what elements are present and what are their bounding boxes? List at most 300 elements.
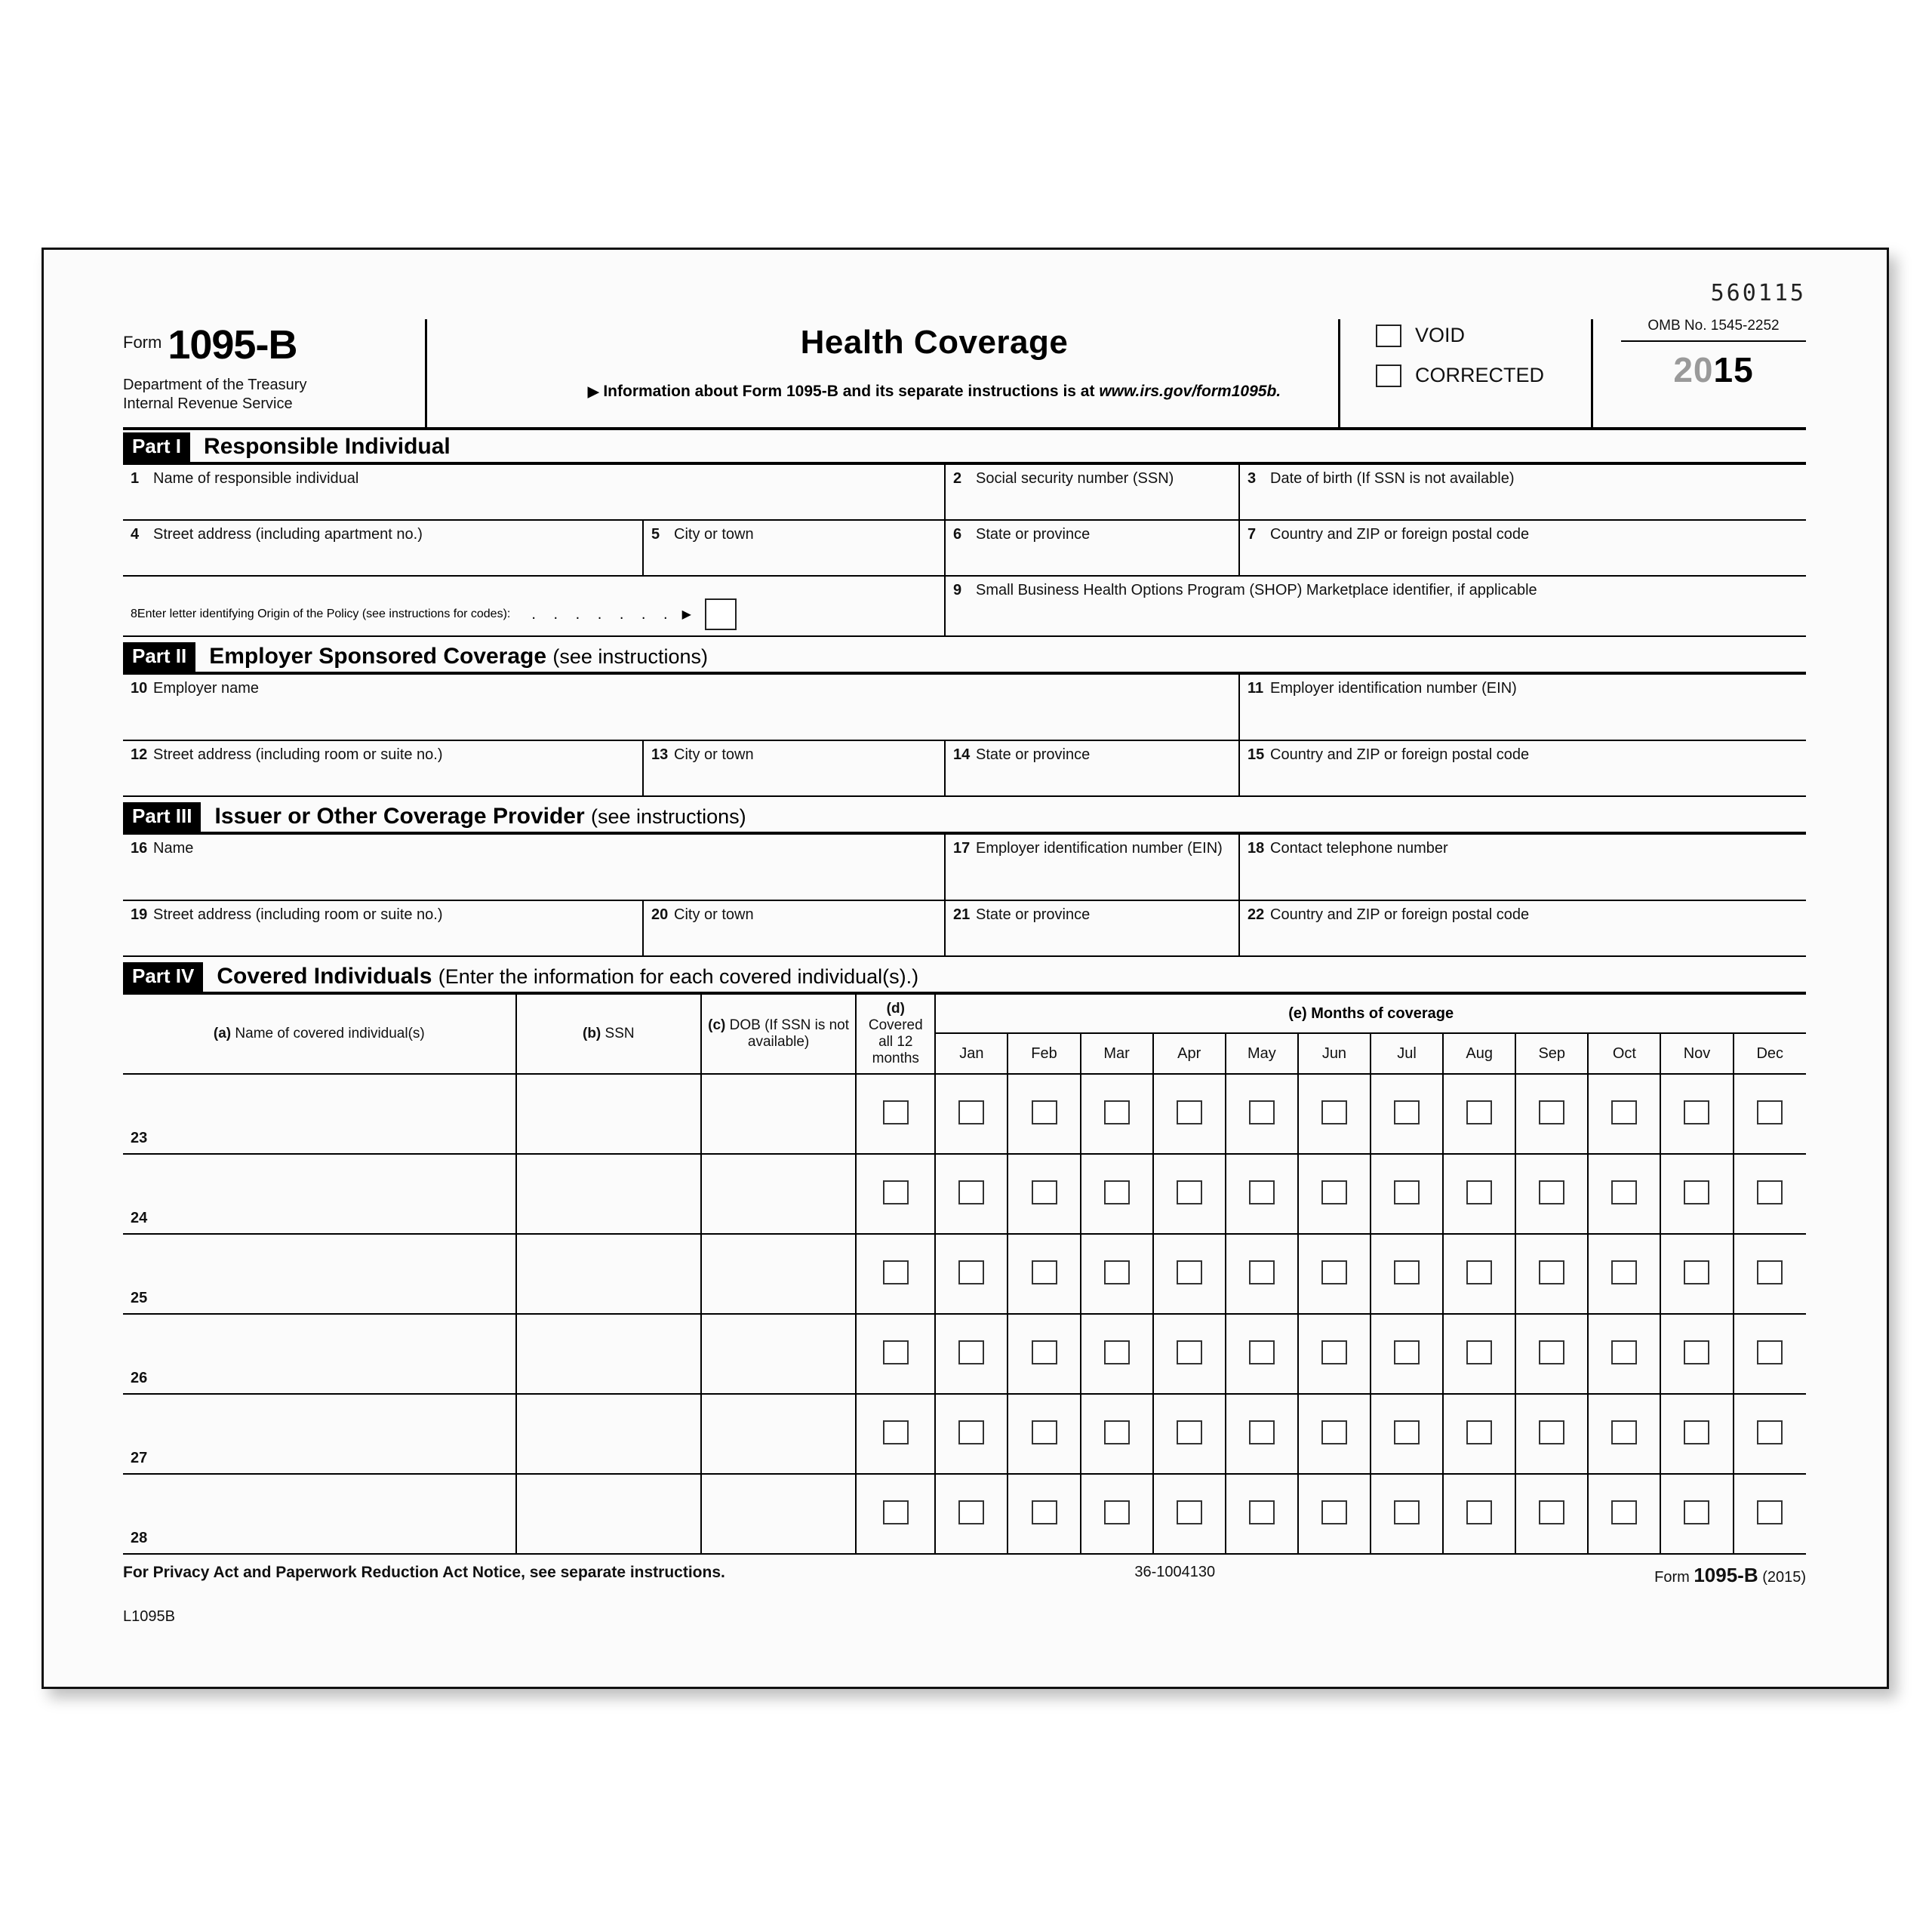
row-24-apr[interactable] bbox=[1153, 1154, 1226, 1234]
column-b-marker: (b) bbox=[583, 1026, 601, 1041]
row-24-nov[interactable] bbox=[1660, 1154, 1733, 1234]
row-number-23: 23 bbox=[123, 1074, 516, 1154]
checkbox[interactable] bbox=[1177, 1180, 1202, 1204]
row-28-dec[interactable] bbox=[1734, 1474, 1806, 1554]
status-checkboxes bbox=[1376, 324, 1602, 404]
tax-year-suffix: 15 bbox=[1713, 350, 1754, 389]
row-24-ssn-cell[interactable] bbox=[516, 1154, 701, 1234]
checkbox[interactable] bbox=[1611, 1260, 1637, 1284]
omb-number: OMB No. 1545-2252 bbox=[1621, 318, 1806, 342]
field-22-label: Country and ZIP or foreign postal code bbox=[1270, 906, 1530, 923]
privacy-notice: For Privacy Act and Paperwork Reduction Act Notice, see separate instructions. bbox=[123, 1564, 725, 1581]
checkbox[interactable] bbox=[1684, 1500, 1709, 1524]
month-header-apr: Apr bbox=[1153, 1033, 1226, 1074]
checkbox[interactable] bbox=[1032, 1420, 1057, 1444]
field-14-number: 14 bbox=[953, 746, 971, 763]
checkbox[interactable] bbox=[958, 1100, 984, 1124]
checkbox[interactable] bbox=[1177, 1100, 1202, 1124]
checkbox[interactable] bbox=[1177, 1260, 1202, 1284]
department-line-1: Department of the Treasury bbox=[123, 377, 307, 393]
month-header-mar: Mar bbox=[1081, 1033, 1153, 1074]
row-23-ssn-cell[interactable] bbox=[516, 1074, 701, 1154]
part-1-row-2 bbox=[123, 521, 1806, 577]
field-15-label: Country and ZIP or foreign postal code bbox=[1270, 746, 1530, 763]
row-24-jun[interactable] bbox=[1298, 1154, 1371, 1234]
field-18[interactable] bbox=[1240, 835, 1806, 900]
part-3-title-text: Issuer or Other Coverage Provider bbox=[214, 804, 585, 829]
field-8[interactable] bbox=[123, 577, 946, 635]
part-3-row-1 bbox=[123, 835, 1806, 901]
field-20-label: City or town bbox=[674, 906, 754, 923]
row-24-dob-cell[interactable] bbox=[701, 1154, 856, 1234]
row-23-sep[interactable] bbox=[1515, 1074, 1588, 1154]
footer-form-word: Form bbox=[1654, 1569, 1690, 1586]
field-14[interactable] bbox=[946, 741, 1240, 795]
row-23-jul[interactable] bbox=[1371, 1074, 1443, 1154]
row-28-apr[interactable] bbox=[1153, 1474, 1226, 1554]
checkbox[interactable] bbox=[1032, 1180, 1057, 1204]
month-header-jun: Jun bbox=[1298, 1033, 1371, 1074]
checkbox[interactable] bbox=[1539, 1420, 1564, 1444]
checkbox[interactable] bbox=[1611, 1500, 1637, 1524]
row-23-mar[interactable] bbox=[1081, 1074, 1153, 1154]
checkbox[interactable] bbox=[1539, 1500, 1564, 1524]
right-arrow-icon: ▶ bbox=[587, 384, 599, 400]
column-a-marker: (a) bbox=[213, 1026, 232, 1041]
checkbox[interactable] bbox=[958, 1260, 984, 1284]
row-27-dob-cell[interactable] bbox=[701, 1394, 856, 1474]
form-identity bbox=[123, 321, 380, 414]
row-27-may[interactable] bbox=[1226, 1394, 1298, 1474]
checkbox[interactable] bbox=[1611, 1340, 1637, 1364]
checkbox[interactable] bbox=[1757, 1500, 1783, 1524]
row-27-aug[interactable] bbox=[1443, 1394, 1515, 1474]
part-1-tag: Part I bbox=[123, 432, 190, 462]
row-24-may[interactable] bbox=[1226, 1154, 1298, 1234]
product-code: L1095B bbox=[123, 1608, 175, 1625]
checkbox[interactable] bbox=[1249, 1500, 1275, 1524]
field-19-number: 19 bbox=[131, 906, 148, 923]
checkbox[interactable] bbox=[1684, 1180, 1709, 1204]
row-26-dec[interactable] bbox=[1734, 1314, 1806, 1394]
checkbox[interactable] bbox=[1249, 1340, 1275, 1364]
serial-number: 560115 bbox=[1710, 280, 1806, 306]
field-22[interactable] bbox=[1240, 901, 1806, 955]
field-17[interactable] bbox=[946, 835, 1240, 900]
checkbox[interactable] bbox=[1032, 1500, 1057, 1524]
row-24-jan[interactable] bbox=[935, 1154, 1008, 1234]
checkbox[interactable] bbox=[1466, 1180, 1492, 1204]
field-4-number: 4 bbox=[131, 526, 140, 543]
row-23-apr[interactable] bbox=[1153, 1074, 1226, 1154]
row-23-covered-12[interactable] bbox=[856, 1074, 935, 1154]
field-7[interactable] bbox=[1240, 521, 1806, 575]
checkbox[interactable] bbox=[1611, 1180, 1637, 1204]
checkbox[interactable] bbox=[883, 1260, 909, 1284]
form-content bbox=[123, 280, 1806, 1646]
part-2-title bbox=[209, 644, 708, 669]
field-3-number: 3 bbox=[1247, 470, 1257, 487]
row-number-24: 24 bbox=[123, 1154, 516, 1234]
field-8-dots: . . . . . . . bbox=[531, 605, 675, 623]
field-10-number: 10 bbox=[131, 680, 148, 697]
field-2[interactable] bbox=[946, 465, 1240, 519]
row-28-feb[interactable] bbox=[1008, 1474, 1080, 1554]
row-28-oct[interactable] bbox=[1588, 1474, 1660, 1554]
row-28-mar[interactable] bbox=[1081, 1474, 1153, 1554]
row-23-jun[interactable] bbox=[1298, 1074, 1371, 1154]
row-25-dob-cell[interactable] bbox=[701, 1234, 856, 1314]
checkbox[interactable] bbox=[1757, 1100, 1783, 1124]
field-2-number: 2 bbox=[953, 470, 962, 487]
row-25-oct[interactable] bbox=[1588, 1234, 1660, 1314]
column-c-text: DOB (If SSN is not available) bbox=[729, 1017, 850, 1050]
row-25-nov[interactable] bbox=[1660, 1234, 1733, 1314]
checkbox[interactable] bbox=[1466, 1260, 1492, 1284]
part-3-bar bbox=[123, 801, 1806, 835]
month-header-oct: Oct bbox=[1588, 1033, 1660, 1074]
field-1-number: 1 bbox=[131, 470, 140, 487]
row-27-mar[interactable] bbox=[1081, 1394, 1153, 1474]
row-25-may[interactable] bbox=[1226, 1234, 1298, 1314]
checkbox[interactable] bbox=[1539, 1180, 1564, 1204]
field-16-number: 16 bbox=[131, 840, 148, 857]
row-27-apr[interactable] bbox=[1153, 1394, 1226, 1474]
checkbox[interactable] bbox=[1684, 1340, 1709, 1364]
row-28-jan[interactable] bbox=[935, 1474, 1008, 1554]
column-e-marker: (e) bbox=[1288, 1004, 1307, 1022]
row-number-27: 27 bbox=[123, 1394, 516, 1474]
row-25-jan[interactable] bbox=[935, 1234, 1008, 1314]
row-24-feb[interactable] bbox=[1008, 1154, 1080, 1234]
row-25-aug[interactable] bbox=[1443, 1234, 1515, 1314]
row-26-apr[interactable] bbox=[1153, 1314, 1226, 1394]
row-27-sep[interactable] bbox=[1515, 1394, 1588, 1474]
row-23-nov[interactable] bbox=[1660, 1074, 1733, 1154]
field-15[interactable] bbox=[1240, 741, 1806, 795]
department-line-2: Internal Revenue Service bbox=[123, 395, 293, 412]
row-28-jul[interactable] bbox=[1371, 1474, 1443, 1554]
corrected-row[interactable] bbox=[1376, 364, 1602, 387]
checkbox[interactable] bbox=[1466, 1100, 1492, 1124]
checkbox[interactable] bbox=[1249, 1260, 1275, 1284]
row-26-ssn-cell[interactable] bbox=[516, 1314, 701, 1394]
field-20-number: 20 bbox=[651, 906, 669, 923]
checkbox[interactable] bbox=[1539, 1100, 1564, 1124]
row-26-sep[interactable] bbox=[1515, 1314, 1588, 1394]
field-17-label: Employer identification number (EIN) bbox=[976, 840, 1223, 857]
row-28-jun[interactable] bbox=[1298, 1474, 1371, 1554]
part-4-tag: Part IV bbox=[123, 962, 203, 992]
checkbox[interactable] bbox=[1177, 1420, 1202, 1444]
row-number-28: 28 bbox=[123, 1474, 516, 1554]
checkbox[interactable] bbox=[883, 1180, 909, 1204]
row-26-jul[interactable] bbox=[1371, 1314, 1443, 1394]
checkbox[interactable] bbox=[1394, 1260, 1420, 1284]
row-25-jun[interactable] bbox=[1298, 1234, 1371, 1314]
row-number-26: 26 bbox=[123, 1314, 516, 1394]
field-9-label: Small Business Health Options Program (SHOP) Marketplace identifier, if applicable bbox=[976, 582, 1537, 598]
field-6[interactable] bbox=[946, 521, 1240, 575]
row-27-jun[interactable] bbox=[1298, 1394, 1371, 1474]
row-23-may[interactable] bbox=[1226, 1074, 1298, 1154]
instructions-text: Information about Form 1095-B and its separate instructions is at bbox=[603, 383, 1095, 400]
field-18-label: Contact telephone number bbox=[1270, 840, 1448, 857]
row-23-oct[interactable] bbox=[1588, 1074, 1660, 1154]
month-header-dec: Dec bbox=[1734, 1033, 1806, 1074]
field-12[interactable] bbox=[123, 741, 644, 795]
row-26-aug[interactable] bbox=[1443, 1314, 1515, 1394]
column-header-name bbox=[123, 995, 516, 1074]
field-13-label: City or town bbox=[674, 746, 754, 763]
field-8-input-box[interactable] bbox=[705, 598, 737, 630]
field-14-label: State or province bbox=[976, 746, 1091, 763]
row-26-covered-12[interactable] bbox=[856, 1314, 935, 1394]
field-9-number: 9 bbox=[953, 582, 962, 598]
checkbox[interactable] bbox=[1684, 1260, 1709, 1284]
field-8-arrow-icon: ▶ bbox=[681, 608, 691, 621]
checkbox[interactable] bbox=[1394, 1420, 1420, 1444]
checkbox[interactable] bbox=[1032, 1260, 1057, 1284]
checkbox[interactable] bbox=[1394, 1340, 1420, 1364]
checkbox[interactable] bbox=[1757, 1420, 1783, 1444]
corrected-checkbox[interactable] bbox=[1376, 365, 1401, 387]
checkbox[interactable] bbox=[1611, 1100, 1637, 1124]
field-6-number: 6 bbox=[953, 526, 962, 543]
field-10-label: Employer name bbox=[153, 680, 260, 697]
checkbox[interactable] bbox=[1611, 1420, 1637, 1444]
part-3-tag: Part III bbox=[123, 802, 201, 832]
checkbox[interactable] bbox=[883, 1500, 909, 1524]
row-28-nov[interactable] bbox=[1660, 1474, 1733, 1554]
table-row bbox=[123, 1314, 1806, 1394]
row-28-aug[interactable] bbox=[1443, 1474, 1515, 1554]
instructions-url: www.irs.gov/form1095b. bbox=[1099, 383, 1281, 400]
field-18-number: 18 bbox=[1247, 840, 1265, 857]
checkbox[interactable] bbox=[1394, 1500, 1420, 1524]
row-28-ssn-cell[interactable] bbox=[516, 1474, 701, 1554]
checkbox[interactable] bbox=[1321, 1260, 1347, 1284]
field-11[interactable] bbox=[1240, 675, 1806, 740]
footer-form-number: 1095-B bbox=[1694, 1564, 1758, 1586]
field-20[interactable] bbox=[644, 901, 946, 955]
row-26-dob-cell[interactable] bbox=[701, 1314, 856, 1394]
checkbox[interactable] bbox=[1539, 1340, 1564, 1364]
row-25-sep[interactable] bbox=[1515, 1234, 1588, 1314]
row-25-apr[interactable] bbox=[1153, 1234, 1226, 1314]
row-24-mar[interactable] bbox=[1081, 1154, 1153, 1234]
month-header-sep: Sep bbox=[1515, 1033, 1588, 1074]
row-23-dec[interactable] bbox=[1734, 1074, 1806, 1154]
field-11-label: Employer identification number (EIN) bbox=[1270, 680, 1517, 697]
column-header-months bbox=[935, 995, 1806, 1033]
checkbox[interactable] bbox=[1104, 1500, 1130, 1524]
column-header-ssn bbox=[516, 995, 701, 1074]
row-27-ssn-cell[interactable] bbox=[516, 1394, 701, 1474]
part-1-row-3 bbox=[123, 577, 1806, 637]
checkbox[interactable] bbox=[1394, 1100, 1420, 1124]
row-23-dob-cell[interactable] bbox=[701, 1074, 856, 1154]
field-4[interactable] bbox=[123, 521, 644, 575]
field-4-label: Street address (including apartment no.) bbox=[153, 526, 423, 543]
row-28-sep[interactable] bbox=[1515, 1474, 1588, 1554]
field-3[interactable] bbox=[1240, 465, 1806, 519]
checkbox[interactable] bbox=[883, 1340, 909, 1364]
row-27-jul[interactable] bbox=[1371, 1394, 1443, 1474]
checkbox[interactable] bbox=[1466, 1500, 1492, 1524]
row-24-aug[interactable] bbox=[1443, 1154, 1515, 1234]
checkbox[interactable] bbox=[1757, 1180, 1783, 1204]
field-21-number: 21 bbox=[953, 906, 971, 923]
row-26-oct[interactable] bbox=[1588, 1314, 1660, 1394]
form-header bbox=[123, 280, 1806, 427]
checkbox[interactable] bbox=[1684, 1100, 1709, 1124]
checkbox[interactable] bbox=[883, 1100, 909, 1124]
checkbox[interactable] bbox=[1757, 1260, 1783, 1284]
field-19[interactable] bbox=[123, 901, 644, 955]
row-26-jun[interactable] bbox=[1298, 1314, 1371, 1394]
column-header-dob bbox=[701, 995, 856, 1074]
checkbox[interactable] bbox=[958, 1420, 984, 1444]
row-27-nov[interactable] bbox=[1660, 1394, 1733, 1474]
field-5[interactable] bbox=[644, 521, 946, 575]
checkbox[interactable] bbox=[1104, 1420, 1130, 1444]
checkbox[interactable] bbox=[1104, 1100, 1130, 1124]
corrected-label: CORRECTED bbox=[1415, 364, 1545, 386]
table-body bbox=[123, 1074, 1806, 1554]
row-26-feb[interactable] bbox=[1008, 1314, 1080, 1394]
row-28-covered-12[interactable] bbox=[856, 1474, 935, 1554]
checkbox[interactable] bbox=[1249, 1100, 1275, 1124]
row-25-ssn-cell[interactable] bbox=[516, 1234, 701, 1314]
row-24-sep[interactable] bbox=[1515, 1154, 1588, 1234]
row-26-nov[interactable] bbox=[1660, 1314, 1733, 1394]
field-11-number: 11 bbox=[1247, 680, 1264, 697]
field-7-number: 7 bbox=[1247, 526, 1257, 543]
table-row bbox=[123, 1154, 1806, 1234]
row-25-dec[interactable] bbox=[1734, 1234, 1806, 1314]
checkbox[interactable] bbox=[1032, 1100, 1057, 1124]
checkbox[interactable] bbox=[1104, 1180, 1130, 1204]
checkbox[interactable] bbox=[1032, 1340, 1057, 1364]
row-27-dec[interactable] bbox=[1734, 1394, 1806, 1474]
void-checkbox[interactable] bbox=[1376, 325, 1401, 347]
field-17-number: 17 bbox=[953, 840, 971, 857]
checkbox[interactable] bbox=[1321, 1500, 1347, 1524]
row-25-mar[interactable] bbox=[1081, 1234, 1153, 1314]
checkbox[interactable] bbox=[1104, 1340, 1130, 1364]
checkbox[interactable] bbox=[1177, 1340, 1202, 1364]
checkbox[interactable] bbox=[1321, 1180, 1347, 1204]
checkbox[interactable] bbox=[958, 1340, 984, 1364]
column-header-covered-12 bbox=[856, 995, 935, 1074]
row-26-jan[interactable] bbox=[935, 1314, 1008, 1394]
row-27-feb[interactable] bbox=[1008, 1394, 1080, 1474]
checkbox[interactable] bbox=[1757, 1340, 1783, 1364]
table-row bbox=[123, 1074, 1806, 1154]
table-row bbox=[123, 1234, 1806, 1314]
row-27-jan[interactable] bbox=[935, 1394, 1008, 1474]
field-6-label: State or province bbox=[976, 526, 1091, 543]
field-5-label: City or town bbox=[674, 526, 754, 543]
row-27-oct[interactable] bbox=[1588, 1394, 1660, 1474]
row-25-feb[interactable] bbox=[1008, 1234, 1080, 1314]
checkbox[interactable] bbox=[958, 1180, 984, 1204]
row-28-may[interactable] bbox=[1226, 1474, 1298, 1554]
row-23-aug[interactable] bbox=[1443, 1074, 1515, 1154]
part-4-title-text: Covered Individuals bbox=[217, 964, 432, 989]
checkbox[interactable] bbox=[1249, 1420, 1275, 1444]
footer-form-year: (2015) bbox=[1762, 1569, 1806, 1586]
row-24-dec[interactable] bbox=[1734, 1154, 1806, 1234]
checkbox[interactable] bbox=[1321, 1340, 1347, 1364]
checkbox[interactable] bbox=[1104, 1260, 1130, 1284]
tax-year-prefix: 20 bbox=[1673, 350, 1714, 389]
form-title-block bbox=[500, 324, 1368, 401]
month-header-jan: Jan bbox=[935, 1033, 1008, 1074]
field-15-number: 15 bbox=[1247, 746, 1265, 763]
checkbox[interactable] bbox=[883, 1420, 909, 1444]
void-row[interactable] bbox=[1376, 324, 1602, 347]
row-24-jul[interactable] bbox=[1371, 1154, 1443, 1234]
part-4-title bbox=[217, 964, 918, 989]
field-10[interactable] bbox=[123, 675, 1240, 740]
row-24-oct[interactable] bbox=[1588, 1154, 1660, 1234]
field-8-number: 8 bbox=[131, 608, 137, 620]
checkbox[interactable] bbox=[1321, 1420, 1347, 1444]
checkbox[interactable] bbox=[958, 1500, 984, 1524]
checkbox[interactable] bbox=[1684, 1420, 1709, 1444]
field-13[interactable] bbox=[644, 741, 946, 795]
checkbox[interactable] bbox=[1177, 1500, 1202, 1524]
part-1-bar bbox=[123, 432, 1806, 465]
part-2-row-2 bbox=[123, 741, 1806, 797]
checkbox[interactable] bbox=[1466, 1340, 1492, 1364]
checkbox[interactable] bbox=[1466, 1420, 1492, 1444]
row-27-covered-12[interactable] bbox=[856, 1394, 935, 1474]
field-21[interactable] bbox=[946, 901, 1240, 955]
checkbox[interactable] bbox=[1321, 1100, 1347, 1124]
field-12-label: Street address (including room or suite no.) bbox=[153, 746, 443, 763]
row-23-jan[interactable] bbox=[935, 1074, 1008, 1154]
field-12-number: 12 bbox=[131, 746, 148, 763]
field-3-label: Date of birth (If SSN is not available) bbox=[1270, 470, 1515, 487]
row-25-covered-12[interactable] bbox=[856, 1234, 935, 1314]
form-sheet bbox=[42, 248, 1889, 1689]
row-28-dob-cell[interactable] bbox=[701, 1474, 856, 1554]
field-21-label: State or province bbox=[976, 906, 1091, 923]
row-24-covered-12[interactable] bbox=[856, 1154, 935, 1234]
checkbox[interactable] bbox=[1394, 1180, 1420, 1204]
header-divider-1 bbox=[425, 319, 427, 427]
field-9[interactable] bbox=[946, 577, 1806, 635]
part-3-title-note: (see instructions) bbox=[591, 805, 746, 828]
column-c-marker: (c) bbox=[708, 1017, 726, 1033]
checkbox[interactable] bbox=[1249, 1180, 1275, 1204]
row-26-mar[interactable] bbox=[1081, 1314, 1153, 1394]
column-a-text: Name of covered individual(s) bbox=[235, 1026, 425, 1041]
row-25-jul[interactable] bbox=[1371, 1234, 1443, 1314]
field-16[interactable] bbox=[123, 835, 946, 900]
row-26-may[interactable] bbox=[1226, 1314, 1298, 1394]
tax-year bbox=[1621, 349, 1806, 390]
month-header-aug: Aug bbox=[1443, 1033, 1515, 1074]
checkbox[interactable] bbox=[1539, 1260, 1564, 1284]
department-name bbox=[123, 376, 380, 414]
omb-block bbox=[1621, 318, 1806, 390]
field-1[interactable] bbox=[123, 465, 946, 519]
row-23-feb[interactable] bbox=[1008, 1074, 1080, 1154]
